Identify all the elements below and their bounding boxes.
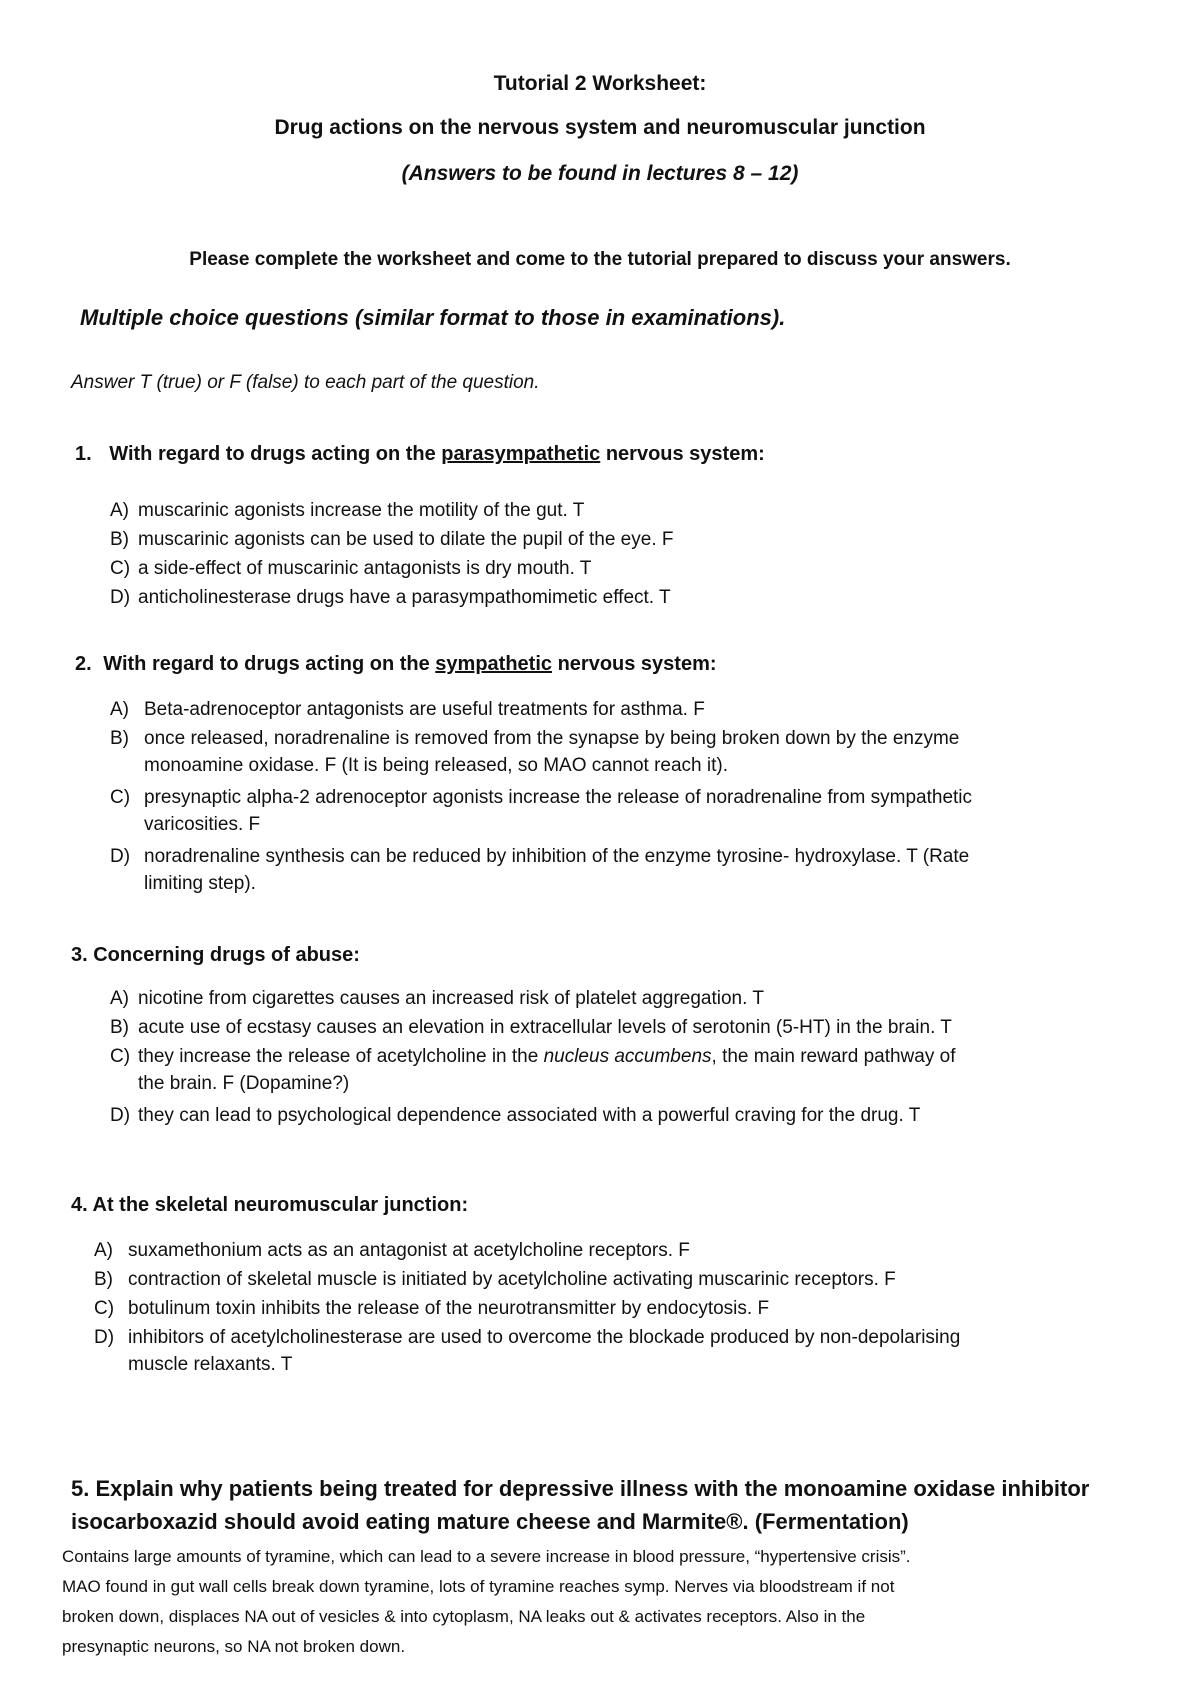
question-2-heading bbox=[75, 653, 717, 676]
option-text bbox=[138, 497, 584, 524]
option-text-line: the brain. F (Dopamine?) bbox=[138, 1073, 350, 1094]
worksheet-title: Tutorial 2 Worksheet: bbox=[493, 72, 707, 95]
option-letter: A) bbox=[110, 500, 129, 521]
question-4-heading: 4. At the skeletal neuromuscular junction: bbox=[71, 1194, 469, 1216]
option-letter: A) bbox=[110, 988, 129, 1009]
option-letter: A) bbox=[110, 699, 129, 720]
option-text bbox=[128, 1266, 896, 1293]
question-1-keyword: parasympathetic bbox=[441, 443, 601, 465]
option-text-line: nicotine from cigarettes causes an increased risk of platelet aggregation. T bbox=[138, 988, 764, 1009]
option-text bbox=[128, 1295, 769, 1322]
option-text-line: varicosities. F bbox=[144, 814, 261, 835]
question-2-text-end: nervous system: bbox=[552, 653, 717, 675]
option-text-line: muscle relaxants. T bbox=[128, 1354, 293, 1375]
option-text bbox=[128, 1237, 690, 1264]
option-letter: D) bbox=[94, 1327, 115, 1348]
option-text-line: suxamethonium acts as an antagonist at acetylcholine receptors. F bbox=[128, 1240, 690, 1261]
option-text-part: they increase the release of acetylcholine in the bbox=[138, 1046, 544, 1067]
option-text bbox=[138, 584, 671, 611]
option-text bbox=[144, 725, 959, 779]
option-text-line: a side-effect of muscarinic antagonists is dry mouth. T bbox=[138, 558, 592, 579]
question-2-keyword: sympathetic bbox=[435, 653, 553, 675]
instruction-text: Please complete the worksheet and come to the tutorial prepared to discuss your answers. bbox=[189, 249, 1011, 270]
option-text-line: monoamine oxidase. F (It is being released, so MAO cannot reach it). bbox=[144, 755, 728, 776]
explanation-line: MAO found in gut wall cells break down tyramine, lots of tyramine reaches symp. Nerves via bloodstream if not bbox=[62, 1577, 895, 1596]
question-3-heading: 3. Concerning drugs of abuse: bbox=[71, 944, 360, 966]
option-text-line: presynaptic alpha-2 adrenoceptor agonists increase the release of noradrenaline from sympathetic bbox=[144, 787, 973, 808]
answer-instruction: Answer T (true) or F (false) to each part of the question. bbox=[71, 372, 540, 393]
option-text-line: muscarinic agonists increase the motility of the gut. T bbox=[138, 500, 585, 521]
option-letter: D) bbox=[110, 1105, 131, 1126]
question-1-heading bbox=[75, 443, 765, 466]
option-letter: B) bbox=[110, 1017, 129, 1038]
option-letter: B) bbox=[110, 529, 129, 550]
explanation-line: presynaptic neurons, so NA not broken down. bbox=[62, 1637, 406, 1656]
option-letter: B) bbox=[110, 728, 129, 749]
option-text-line: they can lead to psychological dependence associated with a powerful craving for the drug. T bbox=[138, 1105, 921, 1126]
option-letter: C) bbox=[110, 787, 131, 808]
option-text-line: noradrenaline synthesis can be reduced by inhibition of the enzyme tyrosine- hydroxylase. T (Rate bbox=[144, 846, 970, 867]
question-1-number: 1. bbox=[75, 443, 92, 465]
option-text bbox=[144, 696, 705, 723]
option-text-line: once released, noradrenaline is removed from the synapse by being broken down by the enzyme bbox=[144, 728, 960, 749]
option-text bbox=[128, 1324, 960, 1378]
option-text bbox=[144, 843, 969, 897]
question-1-text-end: nervous system: bbox=[600, 443, 765, 465]
explanation-line: Contains large amounts of tyramine, which can lead to a severe increase in blood pressure, “hypertensive crisis”. bbox=[62, 1547, 911, 1566]
option-letter: C) bbox=[110, 558, 131, 579]
option-text-line bbox=[138, 1043, 955, 1070]
option-text bbox=[138, 1102, 920, 1129]
explanation-line: broken down, displaces NA out of vesicles & into cytoplasm, NA leaks out & activates receptors. Also in the bbox=[62, 1607, 866, 1626]
option-text-part: , the main reward pathway of bbox=[711, 1046, 956, 1067]
option-text-line: muscarinic agonists can be used to dilate the pupil of the eye. F bbox=[138, 529, 674, 550]
option-letter: D) bbox=[110, 587, 131, 608]
question-2-text: With regard to drugs acting on the bbox=[103, 653, 436, 675]
question-1-text: With regard to drugs acting on the bbox=[109, 443, 442, 465]
option-text bbox=[138, 555, 591, 582]
mcq-heading: Multiple choice questions (similar format to those in examinations). bbox=[80, 305, 786, 330]
option-text-line: Beta-adrenoceptor antagonists are useful treatments for asthma. F bbox=[144, 699, 705, 720]
option-text bbox=[138, 526, 673, 553]
option-text-line: botulinum toxin inhibits the release of the neurotransmitter by endocytosis. F bbox=[128, 1298, 770, 1319]
option-letter: C) bbox=[110, 1046, 131, 1067]
question-5-line-1: 5. Explain why patients being treated for depressive illness with the monoamine oxidase inhibitor bbox=[71, 1476, 1090, 1501]
option-text bbox=[138, 1014, 952, 1041]
option-text bbox=[144, 784, 972, 838]
lectures-note: (Answers to be found in lectures 8 – 12) bbox=[401, 162, 799, 185]
question-2-number: 2. bbox=[75, 653, 92, 675]
question-5-line-2: isocarboxazid should avoid eating mature cheese and Marmite®. (Fermentation) bbox=[71, 1509, 909, 1534]
option-text-line: anticholinesterase drugs have a parasympathomimetic effect. T bbox=[138, 587, 671, 608]
option-letter: A) bbox=[94, 1240, 113, 1261]
option-text-line: inhibitors of acetylcholinesterase are used to overcome the blockade produced by non-depolarising bbox=[128, 1327, 961, 1348]
option-text-line: contraction of skeletal muscle is initiated by acetylcholine activating muscarinic receptors. F bbox=[128, 1269, 896, 1290]
option-text-line: acute use of ecstasy causes an elevation in extracellular levels of serotonin (5-HT) in the brain. T bbox=[138, 1017, 952, 1038]
option-text bbox=[138, 985, 764, 1012]
option-italic-term: nucleus accumbens bbox=[543, 1046, 712, 1067]
option-text-line: limiting step). bbox=[144, 873, 256, 894]
option-letter: C) bbox=[94, 1298, 115, 1319]
option-letter: D) bbox=[110, 846, 131, 867]
worksheet-subtitle: Drug actions on the nervous system and neuromuscular junction bbox=[274, 116, 926, 139]
option-text bbox=[138, 1043, 955, 1097]
option-letter: B) bbox=[94, 1269, 113, 1290]
